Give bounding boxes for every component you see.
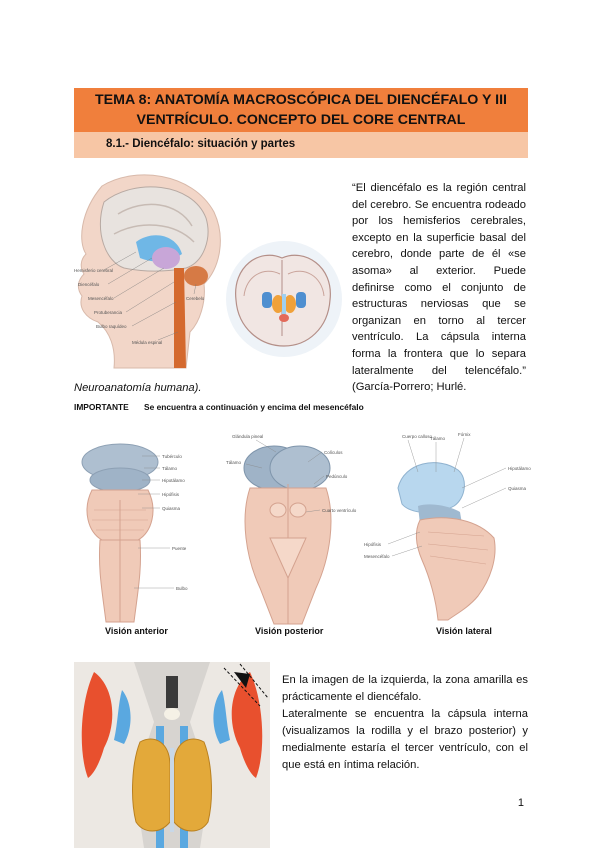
section-subtitle: 8.1.- Diencéfalo: situación y partes: [106, 138, 296, 150]
title-line-1: TEMA 8: ANATOMÍA MACROSCÓPICA DEL DIENCÉFALO Y III: [95, 92, 507, 108]
label-lateral-3: Fórnix: [458, 432, 471, 437]
label-medula: Médula espinal: [132, 340, 163, 345]
coronal-section-illustration: [224, 236, 344, 362]
label-anterior-2: Tálamo: [162, 466, 178, 471]
caption-lateral: Visión lateral: [436, 626, 492, 636]
bottom-paragraph-2: Lateralmente se encuentra la cápsula interna (visualizamos la rodilla y el brazo posterior) y medialmente estaría el tercer ventrículo, con el que está en íntima relación.: [282, 708, 528, 771]
label-lateral-1: Cuerpo calloso: [402, 434, 433, 439]
label-lateral-6: Hipófisis: [364, 542, 382, 547]
label-lateral-4: Hipotálamo: [508, 466, 531, 471]
posterior-view-illustration: [226, 428, 357, 624]
label-anterior-1: Tubérculo: [162, 454, 182, 459]
label-mesencefalo: Mesencéfalo: [88, 296, 114, 301]
page-number: 1: [517, 797, 524, 809]
label-posterior-5: Cuarto ventrículo: [322, 508, 357, 513]
axial-section-illustration: [74, 662, 270, 848]
caption-anterior: Visión anterior: [105, 626, 168, 636]
label-anterior-6: Puente: [172, 546, 187, 551]
label-bulbo: Bulbo raquídeo: [96, 324, 127, 329]
label-diencefalo: Diencéfalo: [78, 282, 100, 287]
label-anterior-3: Hipotálamo: [162, 478, 185, 483]
label-posterior-4: Pedúnculo: [326, 474, 348, 479]
chapter-title: [74, 90, 528, 130]
label-anterior-4: Hipófisis: [162, 492, 180, 497]
anterior-view-illustration: [72, 440, 206, 622]
label-anterior-7: Bulbo: [176, 586, 188, 591]
label-posterior-1: Glándula pineal: [232, 434, 264, 439]
label-protuberancia: Protuberancia: [94, 310, 123, 315]
label-posterior-2: Tálamo: [226, 460, 242, 465]
label-hemisferio: Hemisferio cerebral: [74, 268, 114, 273]
important-text: Se encuentra a continuación y encima del mesencéfalo: [144, 402, 364, 412]
important-label: IMPORTANTE: [74, 402, 129, 412]
lateral-view-illustration: [358, 428, 530, 620]
quote-source-continuation: Neuroanatomía humana).: [74, 382, 202, 394]
label-posterior-3: Colículos: [324, 450, 343, 455]
caption-posterior: Visión posterior: [255, 626, 324, 636]
label-lateral-7: Mesencéfalo: [364, 554, 390, 559]
quote-text: “El diencéfalo es la región central del cerebro. Se encuentra rodeado por los hemisferios cerebrales, excepto en la superficie basal del cerebro, donde parte de él «se asoma» al exterior. Puede definirse como el conjunto de estructuras nerviosas que se organizan en torno al tercer ventrículo. La cápsula interna forma la frontera que lo separa lateralmente del telencéfalo.” (García-Porrero; Hurlé.: [352, 182, 526, 394]
head-sagittal-illustration: [74, 172, 226, 368]
label-lateral-5: Quiasma: [508, 486, 527, 491]
title-line-2: VENTRÍCULO. CONCEPTO DEL CORE CENTRAL: [136, 112, 466, 128]
bottom-paragraph-1: En la imagen de la izquierda, la zona amarilla es prácticamente el diencéfalo.: [282, 674, 528, 703]
quote-block: [352, 180, 526, 396]
label-lateral-2: Tálamo: [430, 436, 446, 441]
label-cerebelo: Cerebelo: [186, 296, 205, 301]
label-anterior-5: Quiasma: [162, 506, 181, 511]
bottom-text-block: [282, 672, 528, 774]
